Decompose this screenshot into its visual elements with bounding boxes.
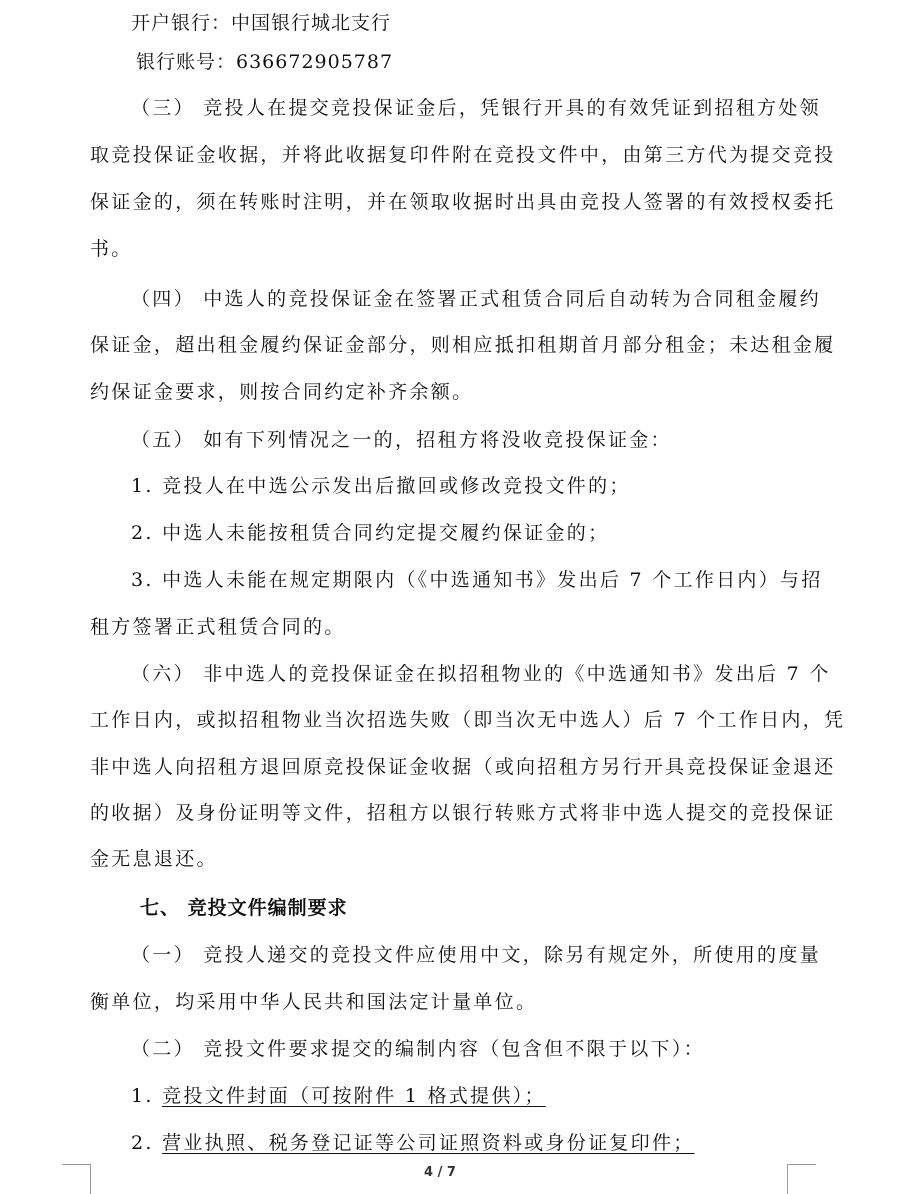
paragraph-6-line-4: 的收据）及身份证明等文件，招租方以银行转账方式将非中选人提交的竞投保证 (90, 802, 836, 824)
page-corner-mark-right (787, 1164, 816, 1194)
paragraph-3-line-4: 书。 (90, 238, 133, 260)
list-item (131, 1083, 546, 1109)
section-paragraph-1-line-1: （一） 竞投人递交的竞投文件应使用中文，除另有规定外，所使用的度量 (131, 944, 821, 966)
paragraph-3-line-2: 取竞投保证金收据，并将此收据复印件附在竞投文件中，由第三方代为提交竞投 (90, 144, 836, 166)
paragraph-6-line-3: 非中选人向招租方退回原竞投保证金收据（或向招租方另行开具竞投保证金退还 (90, 756, 836, 778)
paragraph-5-line-1: （五） 如有下列情况之一的，招租方将没收竞投保证金： (131, 429, 672, 451)
paragraph-4-line-2: 保证金，超出租金履约保证金部分，则相应抵扣租期首月部分租金；未达租金履 (90, 334, 836, 356)
paragraph-6-line-5: 金无息退还。 (90, 848, 218, 870)
list-item (131, 1130, 695, 1156)
section-paragraph-1-line-2: 衡单位，均采用中华人民共和国法定计量单位。 (90, 991, 538, 1013)
paragraph-6-line-2: 工作日内，或拟招租物业当次招选失败（即当次无中选人）后 7 个工作日内，凭 (90, 709, 846, 731)
bank-name-line: 开户银行：中国银行城北支行 (131, 12, 392, 34)
page-corner-mark-left (62, 1164, 91, 1194)
section-heading: 七、 竞投文件编制要求 (140, 897, 348, 919)
list-item-forfeit-3-line-1: 3. 中选人未能在规定期限内（《中选通知书》发出后 7 个工作日内）与招 (131, 569, 823, 591)
list-item-text: 营业执照、税务登记证等公司证照资料或身份证复印件； (162, 1132, 695, 1154)
list-item-forfeit-2: 2. 中选人未能按租赁合同约定提交履约保证金的； (131, 522, 610, 544)
paragraph-4-line-3: 约保证金要求，则按合同约定补齐余额。 (90, 381, 474, 403)
paragraph-4-line-1: （四） 中选人的竞投保证金在签署正式租赁合同后自动转为合同租金履约 (131, 288, 821, 310)
bank-account-line: 银行账号：636672905787 (136, 51, 394, 73)
page-number: 4 / 7 (424, 1165, 456, 1180)
list-item-number: 1. (131, 1085, 154, 1107)
list-item-forfeit-1: 1. 竞投人在中选公示发出后撤回或修改竞投文件的； (131, 475, 631, 497)
section-paragraph-2-line-1: （二） 竞投文件要求提交的编制内容（包含但不限于以下）： (131, 1038, 705, 1060)
list-item-number: 2. (131, 1132, 154, 1154)
paragraph-6-line-1: （六） 非中选人的竞投保证金在拟招租物业的《中选通知书》发出后 7 个 (131, 663, 831, 685)
list-item-forfeit-3-line-2: 租方签署正式租赁合同的。 (90, 616, 346, 638)
list-item-text: 竞投文件封面（可按附件 1 格式提供）； (162, 1085, 546, 1107)
paragraph-3-line-3: 保证金的，须在转账时注明，并在领取收据时出具由竞投人签署的有效授权委托 (90, 191, 836, 213)
paragraph-3-line-1: （三） 竞投人在提交竞投保证金后，凭银行开具的有效凭证到招租方处领 (131, 97, 821, 119)
